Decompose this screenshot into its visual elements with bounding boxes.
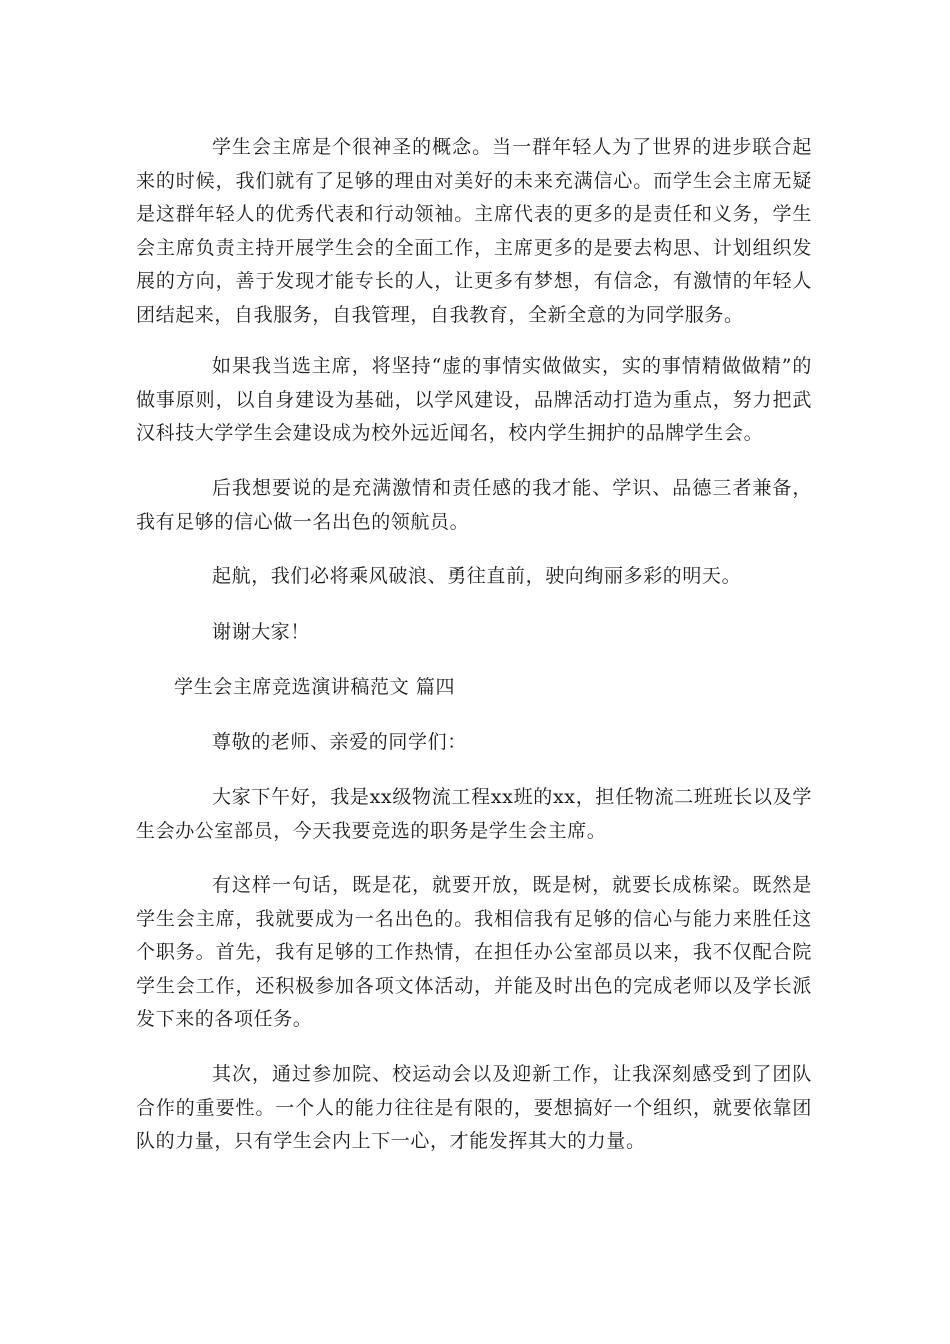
section-heading: 学生会主席竞选演讲稿范文 篇四 xyxy=(174,676,456,698)
paragraph: 谢谢大家！ xyxy=(212,621,311,643)
paragraph: 起航，我们必将乘风破浪、勇往直前，驶向绚丽多彩的明天。 xyxy=(212,565,742,587)
paragraph: 后我想要说的是充满激情和责任感的我才能、学识、品德三者兼备，我有足够的信心做一名出色的领航员。 xyxy=(136,477,812,533)
paragraph: 学生会主席是个很神圣的概念。当一群年轻人为了世界的进步联合起来的时候，我们就有了足够的理由对美好的未来充满信心。而学生会主席无疑是这群年轻人的优秀代表和行动领袖。主席代表的更多的是责任和义务，学生会主席负责主持开展学生会的全面工作，主席更多的是要去构思、计划组织发展的方向，善于发现才能专长的人，让更多有梦想，有信念，有激情的年轻人团结起来，自我服务，自我管理，自我教育，全新全意的为同学服务。 xyxy=(136,136,812,326)
paragraph: 有这样一句话，既是花，就要开放，既是树，就要长成栋梁。既然是学生会主席，我就要成为一名出色的。我相信我有足够的信心与能力来胜任这个职务。首先，我有足够的工作热情，在担任办公室部员以来，我不仅配合院学生会工作，还积极参加各项文体活动，并能及时出色的完成老师以及学长派发下来的各项任务。 xyxy=(136,874,812,1031)
paragraph: 其次，通过参加院、校运动会以及迎新工作，让我深刻感受到了团队合作的重要性。一个人的能力往往是有限的，要想搞好一个组织，就要依靠团队的力量，只有学生会内上下一心，才能发挥其大的力量。 xyxy=(136,1063,812,1153)
paragraph: 如果我当选主席，将坚持“虚的事情实做做实，实的事情精做做精”的做事原则，以自身建设为基础，以学风建设，品牌活动打造为重点，努力把武汉科技大学学生会建设成为校外远近闻名，校内学生拥护的品牌学生会。 xyxy=(136,355,812,445)
paragraph: 尊敬的老师、亲爱的同学们： xyxy=(212,731,467,753)
paragraph: 大家下午好，我是xx级物流工程xx班的xx，担任物流二班班长以及学生会办公室部员，今天我要竞选的职务是学生会主席。 xyxy=(136,786,812,842)
